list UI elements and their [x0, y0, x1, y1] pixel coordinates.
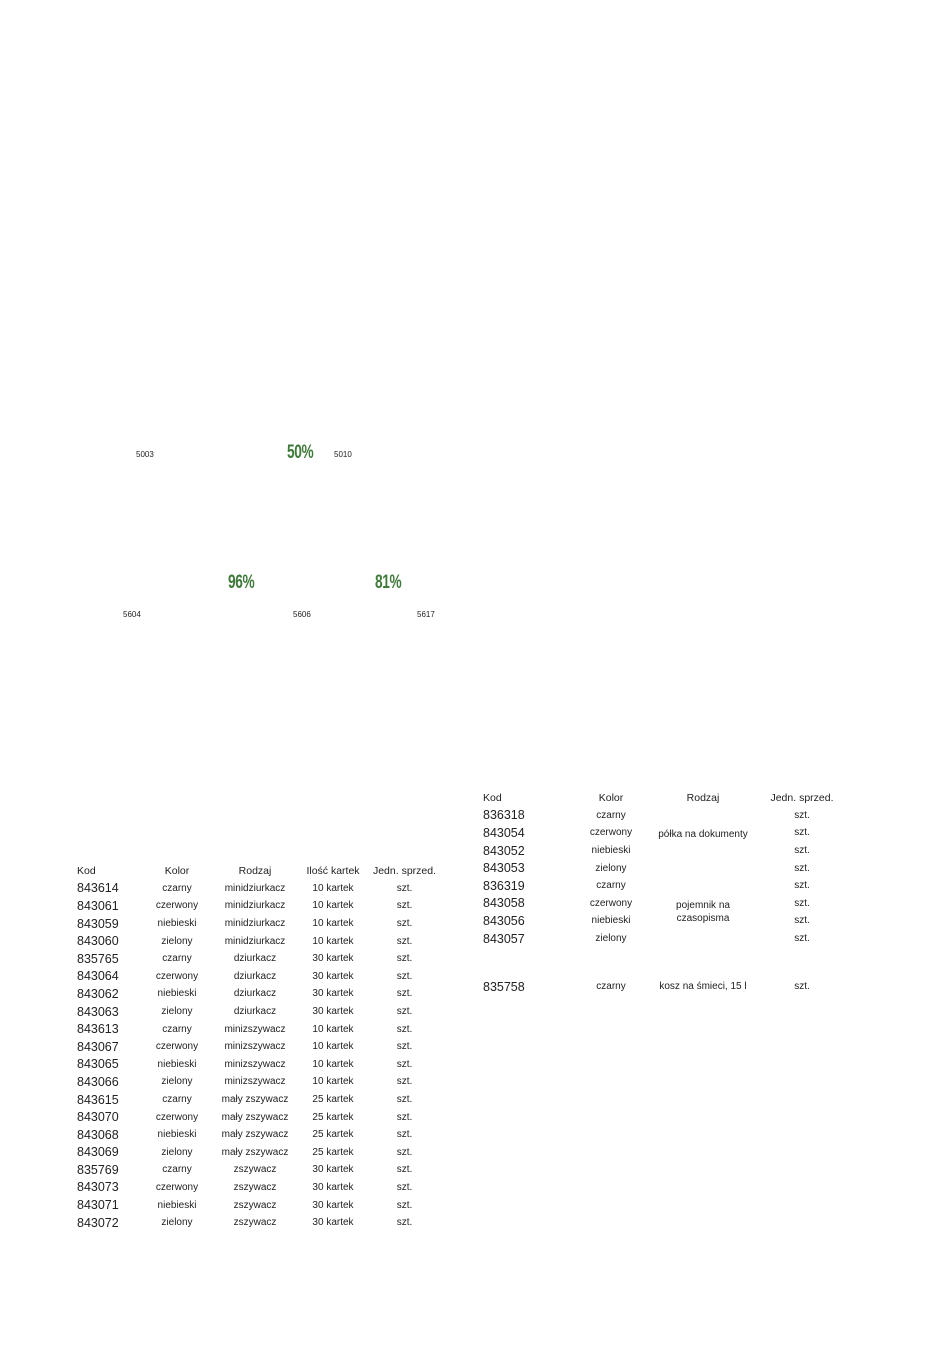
cell-color: czarny — [162, 1094, 192, 1106]
cell-color: niebieski — [591, 845, 631, 857]
cell-sheets: 10 kartek — [312, 1041, 354, 1053]
cell-color: czarny — [596, 809, 626, 821]
cell-sheets: 10 kartek — [312, 1023, 354, 1035]
cell-unit: szt. — [396, 1076, 413, 1088]
cell-type: mały zszywacz — [221, 1146, 289, 1158]
cell-sheets: 10 kartek — [312, 1076, 354, 1088]
cell-unit: szt. — [396, 882, 413, 894]
table-row — [77, 880, 438, 898]
cell-unit: szt. — [794, 933, 810, 945]
cell-code: 843054 — [483, 825, 525, 840]
table-row — [77, 1214, 438, 1232]
cell-unit: szt. — [396, 1181, 413, 1193]
cell-sheets: 10 kartek — [312, 918, 354, 930]
cell-unit: szt. — [396, 1129, 413, 1141]
cell-code: 843068 — [77, 1127, 119, 1142]
cell-code: 835769 — [77, 1162, 119, 1177]
product-code-5606: 5606 — [293, 610, 311, 619]
cell-unit: szt. — [396, 918, 413, 930]
cell-color: czerwony — [155, 900, 199, 912]
cell-code: 836318 — [483, 808, 525, 823]
cell-color: czerwony — [589, 827, 633, 839]
table-row — [77, 1038, 438, 1056]
table-row — [77, 1003, 438, 1021]
cell-code: 843614 — [77, 881, 119, 896]
table-header-row — [77, 862, 438, 880]
cell-code: 843058 — [483, 896, 525, 911]
cell-unit: szt. — [396, 1041, 413, 1053]
cell-code: 843060 — [77, 934, 119, 949]
cell-color: czarny — [596, 880, 626, 892]
cell-unit: szt. — [396, 935, 413, 947]
cell-color: niebieski — [591, 915, 631, 927]
table-row — [483, 859, 849, 877]
cell-sheets: 10 kartek — [312, 882, 354, 894]
cell-code: 843070 — [77, 1110, 119, 1125]
table-row — [483, 930, 849, 948]
cell-type: zszywacz — [233, 1181, 277, 1193]
cell-sheets: 30 kartek — [312, 1199, 354, 1211]
cell-code: 843065 — [77, 1057, 119, 1072]
cell-unit: szt. — [396, 1023, 413, 1035]
table-row — [77, 1179, 438, 1197]
cell-code: 843056 — [483, 913, 525, 928]
cell-type: mały zszywacz — [221, 1094, 289, 1106]
cell-type — [651, 807, 755, 825]
cell-type: minizszywacz — [224, 1041, 286, 1053]
discount-badge-5617: 81% — [375, 572, 402, 593]
cell-color: zielony — [161, 1076, 193, 1088]
cell-color: czarny — [162, 882, 192, 894]
cell-code: 843059 — [77, 916, 119, 931]
cell-type: zszywacz — [233, 1199, 277, 1211]
column-header: Jedn. sprzed. — [770, 791, 834, 804]
cell-color: czarny — [162, 1164, 192, 1176]
cell-code: 843061 — [77, 898, 119, 913]
cell-sheets: 10 kartek — [312, 900, 354, 912]
cell-unit: szt. — [396, 988, 413, 1000]
cell-unit: szt. — [794, 915, 810, 927]
table-row — [77, 915, 438, 933]
cell-color: czerwony — [155, 1111, 199, 1123]
column-header: Kod — [77, 864, 96, 877]
cell-code: 843073 — [77, 1180, 119, 1195]
cell-code: 843063 — [77, 1004, 119, 1019]
table-row — [77, 968, 438, 986]
cell-unit: szt. — [794, 862, 810, 874]
cell-unit: szt. — [396, 1094, 413, 1106]
cell-type — [651, 842, 755, 860]
cell-code: 843062 — [77, 986, 119, 1001]
cell-type: minidziurkacz — [224, 882, 286, 894]
cell-code: 843064 — [77, 969, 119, 984]
cell-unit: szt. — [396, 1111, 413, 1123]
column-header: Kod — [483, 791, 502, 804]
cell-type: dziurkacz — [233, 1006, 277, 1018]
column-header: Ilość kartek — [306, 864, 360, 877]
cell-color: zielony — [161, 1006, 193, 1018]
table-row — [77, 1056, 438, 1074]
table-row — [77, 897, 438, 915]
table-row — [77, 1161, 438, 1179]
cell-color: czerwony — [589, 897, 633, 909]
table-row — [483, 842, 849, 860]
cell-color: zielony — [595, 933, 627, 945]
cell-sheets: 10 kartek — [312, 935, 354, 947]
cell-type — [651, 877, 755, 895]
cell-unit: szt. — [396, 1146, 413, 1158]
cell-type: minidziurkacz — [224, 900, 286, 912]
cell-color: czarny — [162, 1023, 192, 1035]
cell-type: minizszywacz — [224, 1058, 286, 1070]
table-row — [77, 1108, 438, 1126]
punch-stapler-table — [77, 862, 438, 1231]
cell-sheets: 25 kartek — [312, 1129, 354, 1141]
product-code-5003: 5003 — [136, 450, 154, 459]
cell-sheets: 25 kartek — [312, 1094, 354, 1106]
cell-unit: szt. — [794, 981, 810, 993]
cell-type: minizszywacz — [224, 1023, 286, 1035]
cell-unit: szt. — [794, 809, 810, 821]
table-header-row — [483, 789, 849, 807]
cell-color: zielony — [595, 862, 627, 874]
cell-type: zszywacz — [233, 1164, 277, 1176]
table-row — [77, 1144, 438, 1162]
table-row — [77, 950, 438, 968]
cell-color: zielony — [161, 935, 193, 947]
cell-code: 843615 — [77, 1092, 119, 1107]
cell-type: zszywacz — [233, 1217, 277, 1229]
cell-code: 843071 — [77, 1198, 119, 1213]
cell-type: minidziurkacz — [224, 918, 286, 930]
cell-color: niebieski — [157, 1199, 197, 1211]
cell-type: dziurkacz — [233, 988, 277, 1000]
table-row — [77, 932, 438, 950]
cell-unit: szt. — [396, 953, 413, 965]
cell-color: czerwony — [155, 1041, 199, 1053]
cell-color: czarny — [596, 981, 626, 993]
cell-unit: szt. — [396, 1199, 413, 1211]
cell-color: niebieski — [157, 1058, 197, 1070]
table-row — [77, 1126, 438, 1144]
cell-color: czerwony — [155, 970, 199, 982]
table-row — [77, 1091, 438, 1109]
cell-type: mały zszywacz — [221, 1111, 289, 1123]
cell-type — [651, 930, 755, 948]
cell-unit: szt. — [794, 897, 810, 909]
cell-code: 836319 — [483, 878, 525, 893]
table-row — [77, 1020, 438, 1038]
cell-sheets: 30 kartek — [312, 1006, 354, 1018]
table-row — [483, 807, 849, 825]
cell-color: zielony — [161, 1217, 193, 1229]
cell-code: 843066 — [77, 1074, 119, 1089]
cell-color: czarny — [162, 953, 192, 965]
table-row — [77, 1073, 438, 1091]
cell-code: 835765 — [77, 951, 119, 966]
cell-code: 835758 — [483, 979, 525, 994]
column-header: Jedn. sprzed. — [372, 864, 437, 877]
group-label-magazine-holder: pojemnik na czasopisma — [676, 900, 730, 924]
column-header: Kolor — [164, 864, 190, 877]
cell-type: minidziurkacz — [224, 935, 286, 947]
cell-type: dziurkacz — [233, 970, 277, 982]
cell-unit: szt. — [396, 900, 413, 912]
cell-color: niebieski — [157, 988, 197, 1000]
cell-unit: szt. — [396, 1164, 413, 1176]
cell-type: kosz na śmieci, 15 l — [659, 981, 747, 993]
cell-unit: szt. — [396, 970, 413, 982]
product-code-5604: 5604 — [123, 610, 141, 619]
cell-type: mały zszywacz — [221, 1129, 289, 1141]
table-row — [483, 978, 849, 996]
cell-sheets: 30 kartek — [312, 1164, 354, 1176]
cell-unit: szt. — [396, 1058, 413, 1070]
cell-code: 843072 — [77, 1215, 119, 1230]
table-row — [77, 1196, 438, 1214]
cell-sheets: 30 kartek — [312, 970, 354, 982]
cell-unit: szt. — [396, 1006, 413, 1018]
cell-sheets: 30 kartek — [312, 1217, 354, 1229]
cell-type: minizszywacz — [224, 1076, 286, 1088]
table-row — [483, 877, 849, 895]
cell-color: czerwony — [155, 1181, 199, 1193]
cell-code: 843052 — [483, 843, 525, 858]
group-label-shelf: półka na dokumenty — [658, 829, 748, 840]
product-code-5617: 5617 — [417, 610, 435, 619]
cell-sheets: 30 kartek — [312, 953, 354, 965]
cell-unit: szt. — [794, 880, 810, 892]
cell-unit: szt. — [794, 845, 810, 857]
cell-sheets: 25 kartek — [312, 1111, 354, 1123]
cell-sheets: 30 kartek — [312, 1181, 354, 1193]
cell-code: 843057 — [483, 931, 525, 946]
cell-sheets: 10 kartek — [312, 1058, 354, 1070]
cell-color: niebieski — [157, 918, 197, 930]
cell-code: 843053 — [483, 861, 525, 876]
cell-color: zielony — [161, 1146, 193, 1158]
cell-unit: szt. — [396, 1217, 413, 1229]
cell-code: 843613 — [77, 1022, 119, 1037]
cell-type — [651, 859, 755, 877]
waste-basket-table — [483, 978, 849, 996]
product-code-5010: 5010 — [334, 450, 352, 459]
cell-sheets: 30 kartek — [312, 988, 354, 1000]
column-header: Kolor — [598, 791, 624, 804]
cell-sheets: 25 kartek — [312, 1146, 354, 1158]
cell-type: dziurkacz — [233, 953, 277, 965]
column-header: Rodzaj — [238, 864, 272, 877]
discount-badge-5606: 96% — [228, 572, 255, 593]
discount-badge-5010: 50% — [287, 442, 314, 463]
table-row — [77, 985, 438, 1003]
cell-code: 843069 — [77, 1145, 119, 1160]
column-header: Rodzaj — [686, 791, 720, 804]
cell-unit: szt. — [794, 827, 810, 839]
cell-code: 843067 — [77, 1039, 119, 1054]
cell-color: niebieski — [157, 1129, 197, 1141]
